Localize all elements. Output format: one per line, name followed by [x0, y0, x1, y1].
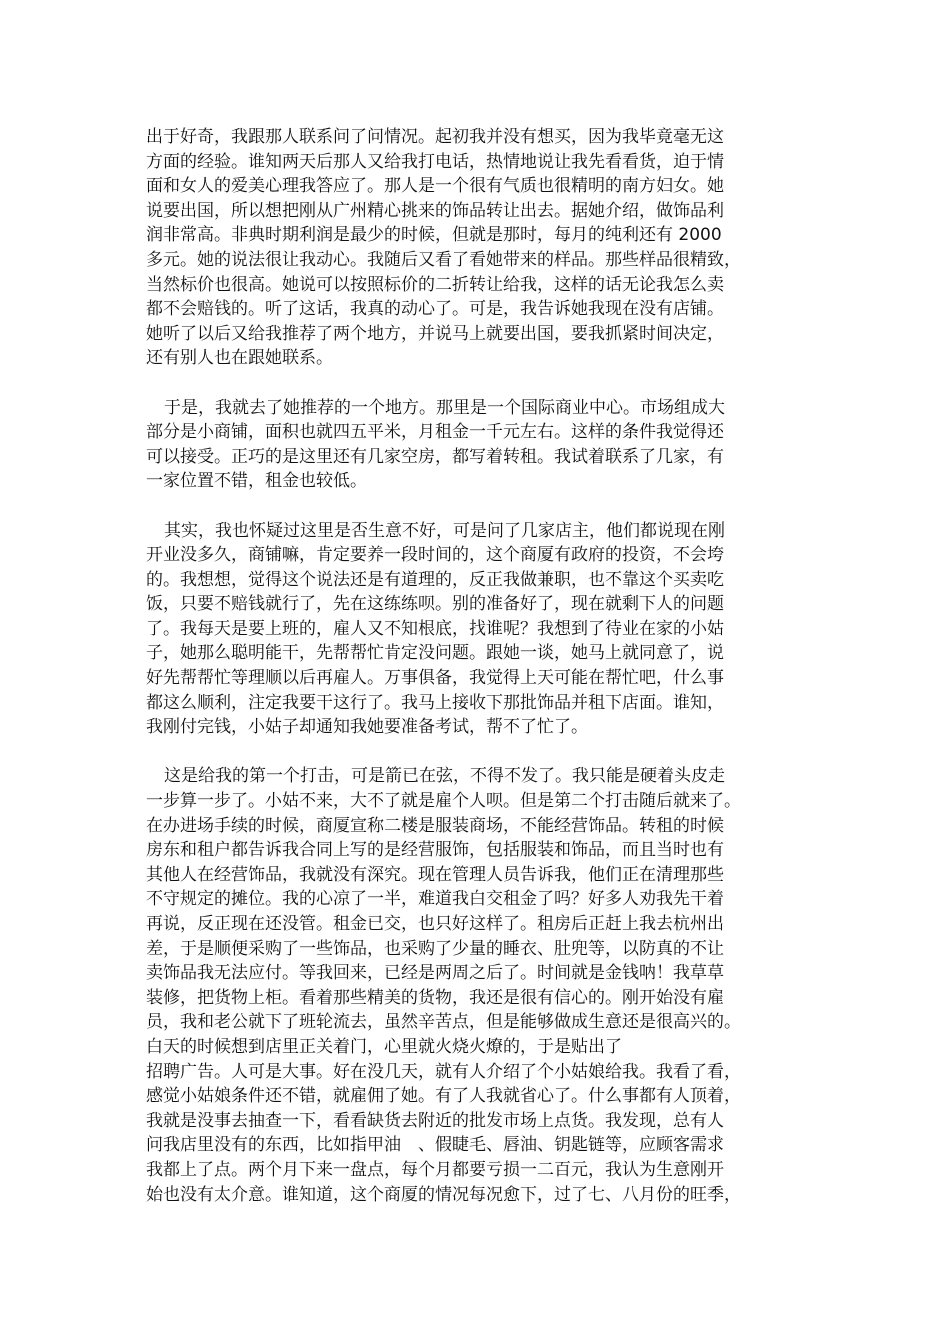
text-line: 在办进场手续的时候，商厦宣称二楼是服装商场，不能经营饰品。转租的时候: [146, 815, 724, 836]
text-line: 说要出国，所以想把刚从广州精心挑来的饰品转让出去。据她介绍，做饰品利: [146, 200, 724, 221]
paragraph-gap: [146, 740, 816, 765]
text-line: 润非常高。非典时期利润是最少的时候，但就是那时，每月的纯利还有 2000: [146, 225, 722, 246]
paragraph-1: [146, 125, 816, 371]
text-line: 员，我和老公就下了班轮流去，虽然辛苦点，但是能够做成生意还是很高兴的。: [146, 1012, 741, 1033]
text-line: 我刚付完钱，小姑子却通知我她要准备考试，帮不了忙了。: [146, 717, 588, 738]
text-line: 于是，我就去了她推荐的一个地方。那里是一个国际商业中心。市场组成大: [164, 397, 725, 418]
text-line: 其实，我也怀疑过这里是否生意不好，可是问了几家店主，他们都说现在刚: [164, 520, 725, 541]
paragraph-3: [146, 519, 816, 740]
text-line: 的。我想想，觉得这个说法还是有道理的，反正我做兼职，也不靠这个买卖吃: [146, 569, 724, 590]
text-line: 卖饰品我无法应付。等我回来，已经是两周之后了。时间就是金钱呐！我草草: [146, 963, 724, 984]
text-line: 房东和租户都告诉我合同上写的是经营服饰，包括服装和饰品，而且当时也有: [146, 840, 724, 861]
text-line: 好先帮帮忙等理顺以后再雇人。万事俱备，我觉得上天可能在帮忙吧，什么事: [146, 668, 724, 689]
text-line: 我就是没事去抽查一下，看看缺货去附近的批发市场上点货。我发现，总有人: [146, 1110, 724, 1131]
text-line: 差，于是顺便采购了一些饰品，也采购了少量的睡衣、肚兜等，以防真的不让: [146, 938, 724, 959]
text-line: 始也没有太介意。谁知道，这个商厦的情况每况愈下，过了七、八月份的旺季，: [146, 1184, 741, 1205]
paragraph-4: [146, 764, 816, 1207]
text-line: 子，她那么聪明能干，先帮帮忙肯定没问题。跟她一谈，她马上就同意了，说: [146, 643, 724, 664]
text-line: 装修，把货物上柜。看着那些精美的货物，我还是很有信心的。刚开始没有雇: [146, 987, 724, 1008]
document-body: [146, 125, 816, 1207]
text-line: 还有别人也在跟她联系。: [146, 348, 333, 369]
text-line: 多元。她的说法很让我动心。我随后又看了看她带来的样品。那些样品很精致，: [146, 249, 741, 270]
text-line: 我都上了点。两个月下来一盘点，每个月都要亏损一二百元，我认为生意刚开: [146, 1159, 724, 1180]
text-line: 出于好奇，我跟那人联系问了问情况。起初我并没有想买，因为我毕竟毫无这: [146, 127, 724, 147]
text-line: 都这么顺利，注定我要干这行了。我马上接收下那批饰品并租下店面。谁知，: [146, 692, 724, 713]
text-line: 了。我每天是要上班的，雇人又不知根底，找谁呢？我想到了待业在家的小姑: [146, 618, 724, 639]
text-line: 一步算一步了。小姑不来，大不了就是雇个人呗。但是第二个打击随后就来了。: [146, 791, 741, 812]
text-line: 感觉小姑娘条件还不错，就雇佣了她。有了人我就省心了。什么事都有人顶着，: [146, 1086, 741, 1107]
text-line: 方面的经验。谁知两天后那人又给我打电话，热情地说让我先看看货，迫于情: [146, 151, 724, 172]
paragraph-2: [146, 396, 816, 494]
text-line: 这是给我的第一个打击，可是箭已在弦，不得不发了。我只能是硬着头皮走: [164, 766, 725, 787]
text-line: 可以接受。正巧的是这里还有几家空房，都写着转租。我试着联系了几家，有: [146, 446, 724, 467]
text-line: 一家位置不错，租金也较低。: [146, 471, 367, 492]
text-line: 面和女人的爱美心理我答应了。那人是一个很有气质也很精明的南方妇女。她: [146, 176, 724, 197]
text-line: 当然标价也很高。她说可以按照标价的二折转让给我，这样的话无论我怎么卖: [146, 274, 724, 295]
text-line: 她听了以后又给我推荐了两个地方，并说马上就要出国，要我抓紧时间决定，: [146, 323, 724, 344]
text-line: 问我店里没有的东西，比如指甲油 、假睫毛、唇油、钥匙链等，应顾客需求: [146, 1135, 724, 1156]
text-line: 开业没多久，商铺嘛，肯定要养一段时间的，这个商厦有政府的投资，不会垮: [146, 545, 724, 566]
text-line: 其他人在经营饰品，我就没有深究。现在管理人员告诉我，他们正在清理那些: [146, 864, 724, 885]
text-line: 再说，反正现在还没管。租金已交，也只好这样了。租房后正赶上我去杭州出: [146, 914, 724, 934]
text-line: 白天的时候想到店里正关着门，心里就火烧火燎的，于是贴出了: [146, 1036, 622, 1057]
text-line: 不守规定的摊位。我的心凉了一半，难道我白交租金了吗？好多人劝我先干着: [146, 889, 724, 910]
text-line: 招聘广告。人可是大事。好在没几天，就有人介绍了个小姑娘给我。我看了看，: [146, 1061, 741, 1082]
paragraph-gap: [146, 494, 816, 519]
text-line: 都不会赔钱的。听了这话，我真的动心了。可是，我告诉她我现在没有店铺。: [146, 299, 724, 320]
paragraph-gap: [146, 371, 816, 396]
text-line: 饭，只要不赔钱就行了，先在这练练呗。别的准备好了，现在就剩下人的问题: [146, 594, 724, 615]
text-line: 部分是小商铺，面积也就四五平米，月租金一千元左右。这样的条件我觉得还: [146, 422, 724, 443]
